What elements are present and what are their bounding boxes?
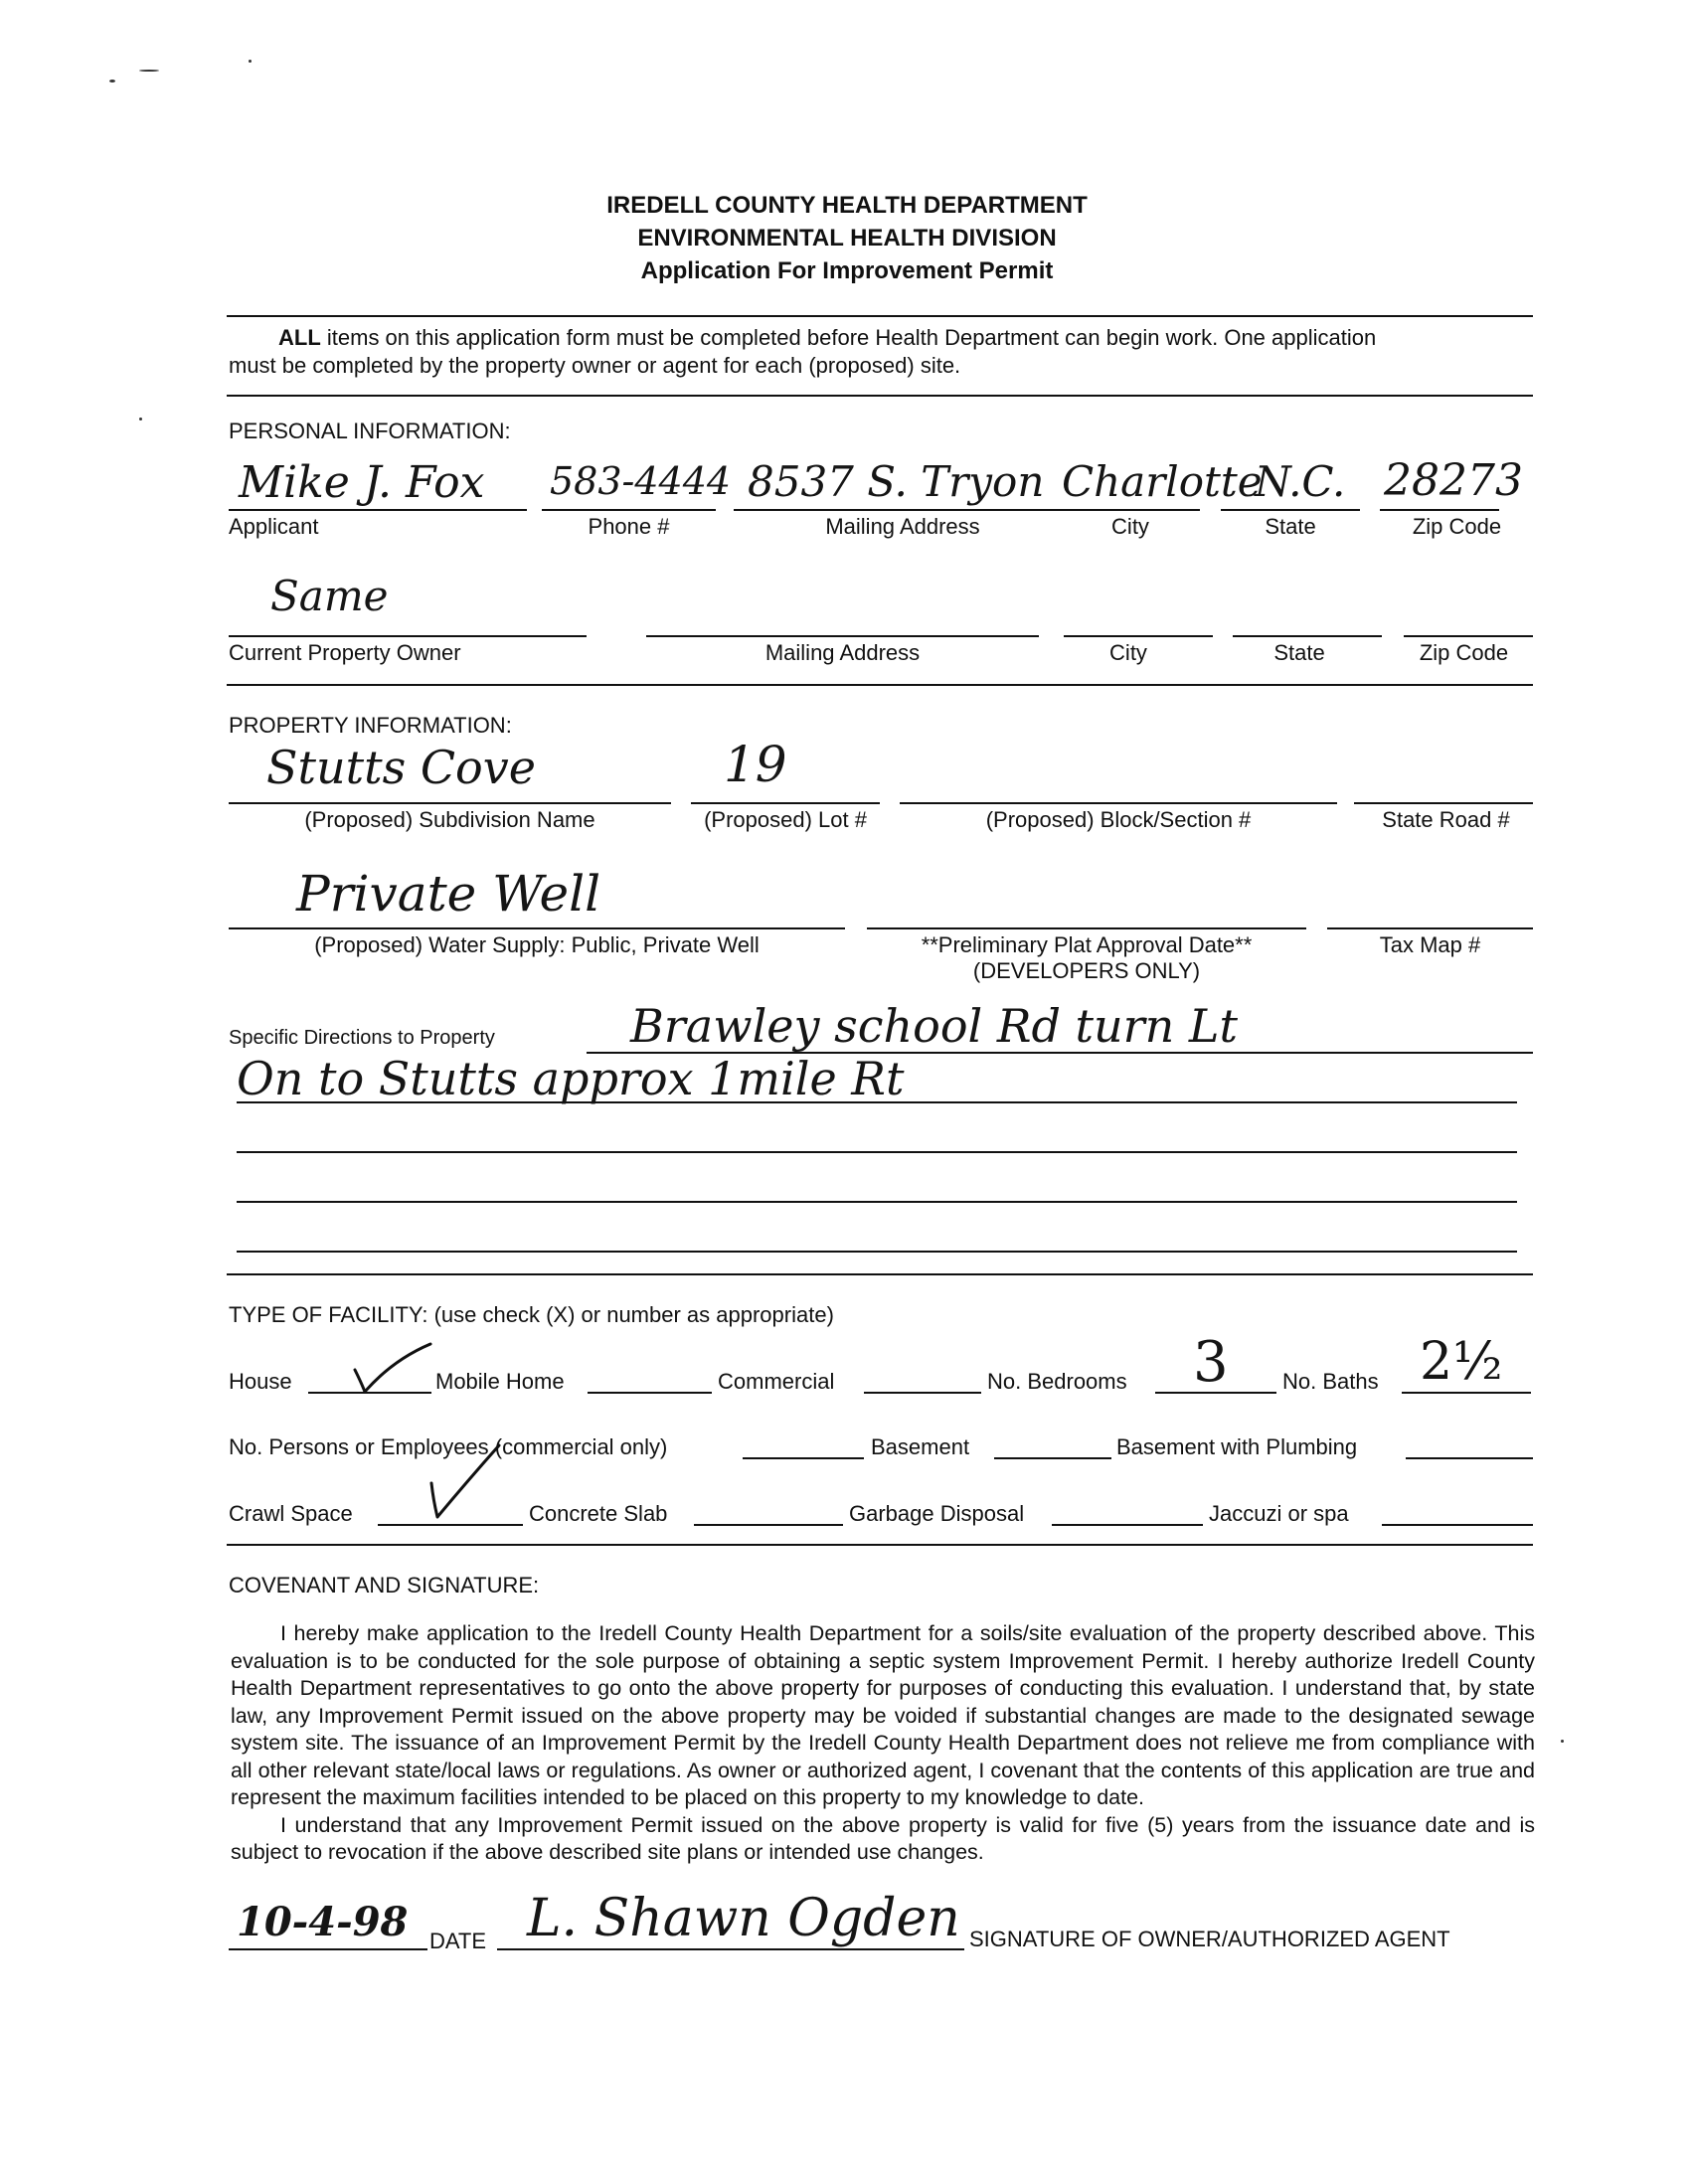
owner-address-label: Mailing Address bbox=[764, 640, 921, 665]
signature-field[interactable] bbox=[497, 1948, 964, 1950]
jacuzzi-label: Jaccuzi or spa bbox=[1209, 1501, 1349, 1526]
water-supply-field[interactable] bbox=[229, 927, 845, 929]
tax-map-field[interactable] bbox=[1327, 927, 1533, 929]
city-value[interactable]: Charlotte bbox=[1062, 457, 1263, 506]
garbage-disposal-field[interactable] bbox=[1052, 1524, 1203, 1526]
covenant-paragraph-1: I hereby make application to the Iredell County Health Department for a soils/site evaluation of the property described above. This evaluation is to be conducted for the sole purpose of obtaining a septic system Improvement Permit. I hereby authorize Iredell County Health Department representatives to go onto the above property for purposes of conducting this evaluation. I understand that, by state law, any Improvement Permit issued on the above property may be voided if substantial changes are made to the designated sewage system site. The issuance of an Improvement Permit by the Iredell County Health Department does not relieve me from compliance with all other relevant state/local laws or regulations. As owner or authorized agent, I covenant that the contents of this application are true and represent the maximum facilities intended to be placed on this property to my knowledge to date. bbox=[231, 1621, 1535, 1809]
water-supply-value[interactable]: Private Well bbox=[296, 865, 601, 923]
personal-info-heading: PERSONAL INFORMATION: bbox=[229, 419, 511, 443]
owner-address-field[interactable] bbox=[646, 635, 1039, 637]
commercial-label: Commercial bbox=[718, 1369, 835, 1394]
facility-heading: TYPE OF FACILITY: (use check (X) or number as appropriate) bbox=[229, 1302, 834, 1327]
divider bbox=[227, 395, 1533, 397]
jacuzzi-field[interactable] bbox=[1382, 1524, 1533, 1526]
applicant-field[interactable] bbox=[229, 509, 527, 511]
baths-field[interactable] bbox=[1402, 1392, 1531, 1394]
baths-label: No. Baths bbox=[1282, 1369, 1379, 1394]
owner-state-label: State bbox=[1273, 640, 1325, 665]
owner-field[interactable] bbox=[229, 635, 587, 637]
directions-line-2-value[interactable]: On to Stutts approx 1mile Rt bbox=[237, 1052, 905, 1105]
mailing-address-label: Mailing Address bbox=[825, 514, 980, 539]
tax-map-label: Tax Map # bbox=[1379, 932, 1481, 957]
department-title: IREDELL COUNTY HEALTH DEPARTMENT bbox=[606, 192, 1088, 219]
owner-label: Current Property Owner bbox=[229, 640, 461, 665]
division-title: ENVIRONMENTAL HEALTH DIVISION bbox=[637, 225, 1057, 252]
directions-label: Specific Directions to Property bbox=[229, 1027, 495, 1049]
signature-value[interactable]: L. Shawn Ogden bbox=[527, 1889, 960, 1948]
directions-line-3[interactable] bbox=[237, 1151, 1517, 1153]
basement-plumbing-field[interactable] bbox=[1406, 1457, 1533, 1459]
city-field[interactable] bbox=[1061, 509, 1200, 511]
phone-value[interactable]: 583-4444 bbox=[550, 459, 732, 503]
commercial-field[interactable] bbox=[864, 1392, 981, 1394]
notice-line-1: ALL items on this application form must be completed before Health Department can begin work. One application bbox=[278, 325, 1377, 350]
concrete-slab-field[interactable] bbox=[694, 1524, 843, 1526]
mailing-address-value[interactable]: 8537 S. Tryon bbox=[748, 457, 1045, 506]
covenant-paragraph-2: I understand that any Improvement Permit issued on the above property is valid for five (5) years from the issuance date and is subject to revocation if the above described site plans or intended use changes. bbox=[231, 1812, 1535, 1864]
zip-label: Zip Code bbox=[1412, 514, 1502, 539]
state-field[interactable] bbox=[1221, 509, 1360, 511]
applicant-value[interactable]: Mike J. Fox bbox=[239, 457, 485, 508]
divider bbox=[227, 1273, 1533, 1275]
basement-field[interactable] bbox=[994, 1457, 1111, 1459]
basement-plumbing-label: Basement with Plumbing bbox=[1116, 1434, 1358, 1459]
crawl-space-field[interactable] bbox=[378, 1524, 523, 1526]
owner-city-field[interactable] bbox=[1064, 635, 1213, 637]
scan-artifact bbox=[139, 70, 159, 72]
divider bbox=[227, 1544, 1533, 1546]
notice-line-2: must be completed by the property owner or agent for each (proposed) site. bbox=[229, 353, 961, 378]
mobile-home-field[interactable] bbox=[588, 1392, 712, 1394]
form-title: Application For Improvement Permit bbox=[640, 257, 1054, 284]
phone-label: Phone # bbox=[588, 514, 670, 539]
basement-label: Basement bbox=[871, 1434, 970, 1459]
subdivision-field[interactable] bbox=[229, 802, 671, 804]
scan-artifact bbox=[109, 80, 115, 83]
crawl-space-label: Crawl Space bbox=[229, 1501, 353, 1526]
covenant-heading: COVENANT AND SIGNATURE: bbox=[229, 1573, 540, 1597]
owner-zip-label: Zip Code bbox=[1419, 640, 1509, 665]
phone-field[interactable] bbox=[542, 509, 716, 511]
zip-field[interactable] bbox=[1380, 509, 1499, 511]
state-label: State bbox=[1265, 514, 1316, 539]
signature-label: SIGNATURE OF OWNER/AUTHORIZED AGENT bbox=[969, 1927, 1450, 1951]
mailing-address-field[interactable] bbox=[734, 509, 1072, 511]
baths-value[interactable]: 2½ bbox=[1420, 1332, 1503, 1392]
applicant-label: Applicant bbox=[229, 514, 319, 539]
covenant-text bbox=[231, 1620, 1535, 1867]
house-checkmark-icon bbox=[353, 1340, 432, 1395]
concrete-slab-label: Concrete Slab bbox=[529, 1501, 668, 1526]
plat-approval-sublabel: (DEVELOPERS ONLY) bbox=[972, 958, 1201, 983]
lot-field[interactable] bbox=[691, 802, 880, 804]
state-value[interactable]: N.C. bbox=[1255, 457, 1346, 506]
divider bbox=[227, 315, 1533, 317]
date-field[interactable] bbox=[229, 1948, 427, 1950]
directions-line-1-value[interactable]: Brawley school Rd turn Lt bbox=[630, 999, 1238, 1053]
water-supply-label: (Proposed) Water Supply: Public, Private Well bbox=[314, 932, 760, 957]
owner-zip-field[interactable] bbox=[1404, 635, 1533, 637]
block-section-field[interactable] bbox=[900, 802, 1337, 804]
directions-line-5[interactable] bbox=[237, 1251, 1517, 1253]
bedrooms-value[interactable]: 3 bbox=[1193, 1330, 1229, 1395]
subdivision-label: (Proposed) Subdivision Name bbox=[304, 807, 595, 832]
directions-line-2[interactable] bbox=[237, 1101, 1517, 1103]
plat-approval-field[interactable] bbox=[867, 927, 1306, 929]
block-section-label: (Proposed) Block/Section # bbox=[985, 807, 1252, 832]
state-road-label: State Road # bbox=[1382, 807, 1510, 832]
divider bbox=[227, 684, 1533, 686]
scan-artifact bbox=[1561, 1740, 1564, 1743]
date-value[interactable]: 10-4-98 bbox=[237, 1899, 409, 1945]
state-road-field[interactable] bbox=[1354, 802, 1533, 804]
city-label: City bbox=[1111, 514, 1149, 539]
owner-state-field[interactable] bbox=[1233, 635, 1382, 637]
zip-value[interactable]: 28273 bbox=[1384, 455, 1523, 506]
persons-label: No. Persons or Employees (commercial only) bbox=[229, 1434, 668, 1459]
subdivision-value[interactable]: Stutts Cove bbox=[266, 741, 536, 794]
persons-field[interactable] bbox=[743, 1457, 864, 1459]
bedrooms-label: No. Bedrooms bbox=[987, 1369, 1127, 1394]
lot-value[interactable]: 19 bbox=[724, 736, 787, 793]
owner-city-label: City bbox=[1109, 640, 1147, 665]
mobile-home-label: Mobile Home bbox=[435, 1369, 565, 1394]
directions-line-4[interactable] bbox=[237, 1201, 1517, 1203]
garbage-disposal-label: Garbage Disposal bbox=[849, 1501, 1025, 1526]
date-label: DATE bbox=[429, 1929, 487, 1953]
house-label: House bbox=[229, 1369, 292, 1394]
owner-value[interactable]: Same bbox=[270, 572, 389, 620]
plat-approval-label: **Preliminary Plat Approval Date** bbox=[921, 932, 1253, 957]
lot-label: (Proposed) Lot # bbox=[704, 807, 867, 832]
scan-artifact bbox=[139, 418, 142, 420]
crawl-space-checkmark-icon bbox=[427, 1441, 502, 1521]
scan-artifact bbox=[249, 60, 252, 63]
property-info-heading: PROPERTY INFORMATION: bbox=[229, 713, 512, 738]
